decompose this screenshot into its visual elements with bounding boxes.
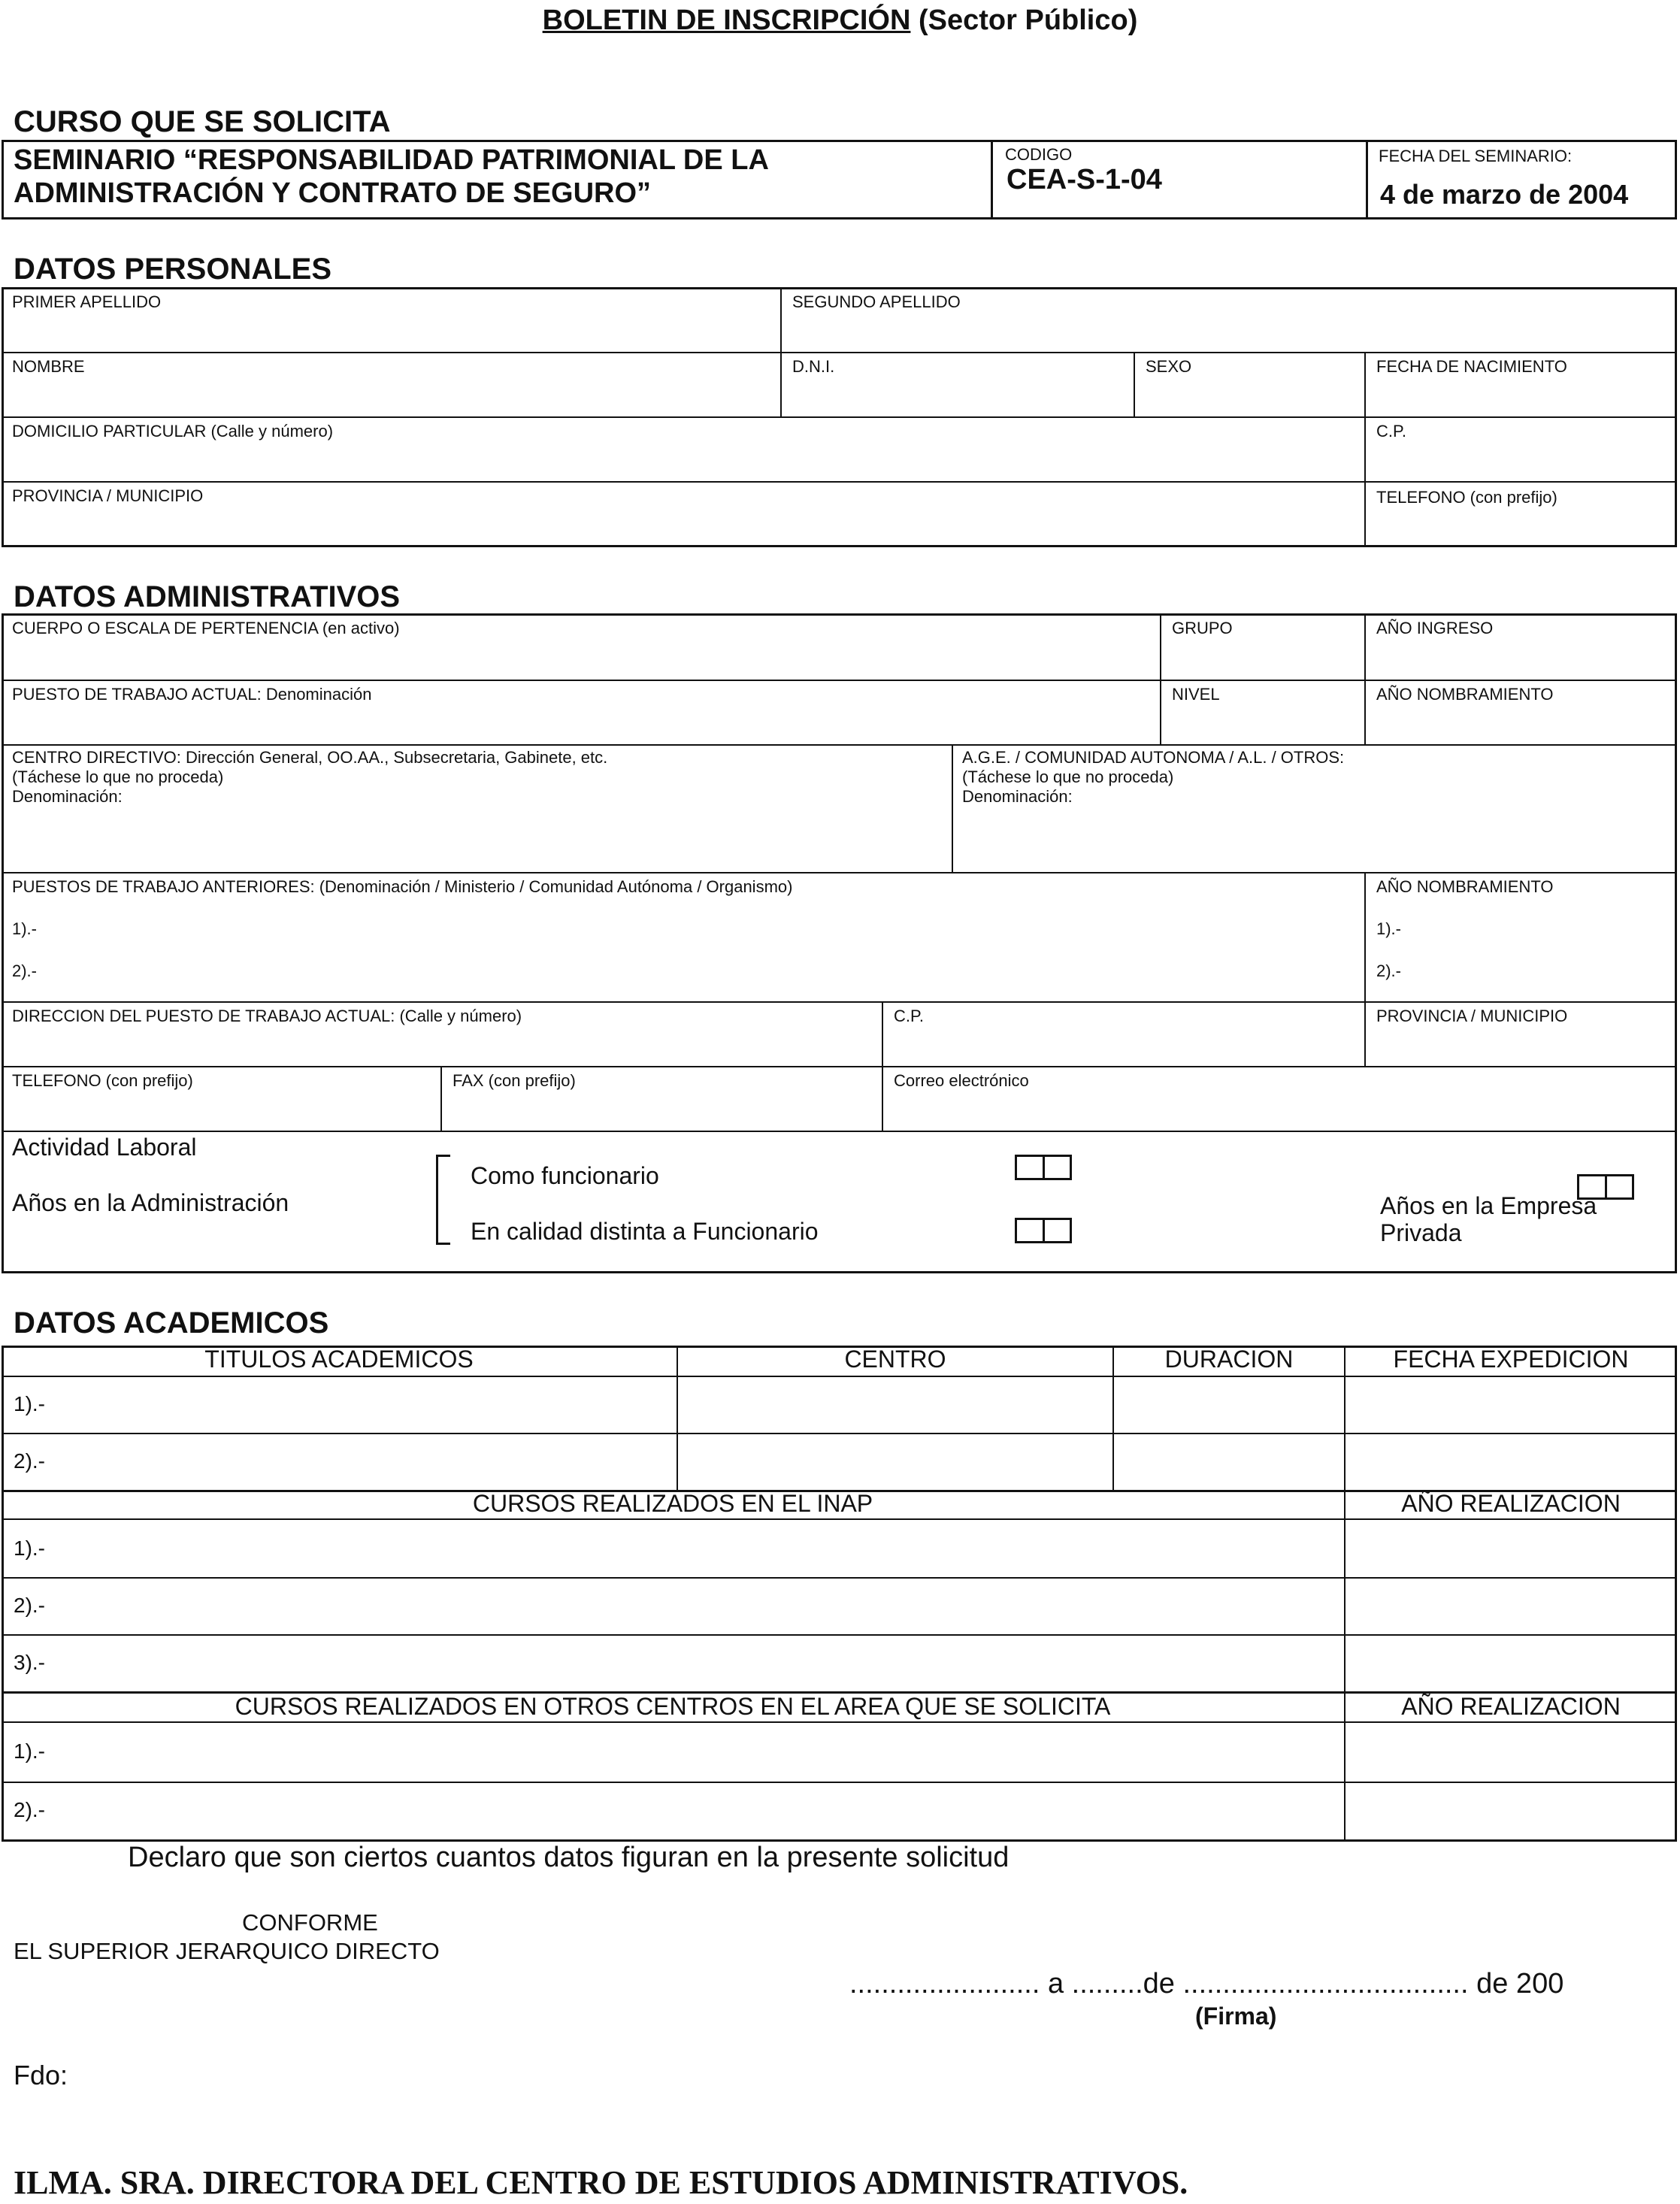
grupo-field[interactable] — [1161, 613, 1364, 680]
inap-ano-header: AÑO REALIZACION — [1401, 1490, 1621, 1517]
centro-directivo-note: (Táchese lo que no proceda) — [12, 767, 224, 786]
nombre-field[interactable] — [2, 352, 780, 416]
conforme-text: CONFORME — [242, 1909, 378, 1936]
correo-field[interactable] — [883, 1066, 1676, 1131]
vline — [1344, 1346, 1346, 1842]
age-label: A.G.E. / COMUNIDAD AUTONOMA / A.L. / OTROS: — [962, 748, 1345, 767]
hline — [2, 1577, 1677, 1579]
firma-label: (Firma) — [1195, 2003, 1277, 2030]
domicilio-field[interactable] — [2, 416, 1364, 481]
direccion-field[interactable] — [2, 1001, 882, 1066]
ano-ingreso-label: AÑO INGRESO — [1376, 619, 1494, 637]
titulos-row-2[interactable]: 2).- — [14, 1449, 45, 1473]
section-academicos-heading: DATOS ACADEMICOS — [14, 1306, 329, 1340]
hline — [2, 1634, 1677, 1636]
puestos-anteriores-item2: 2).- — [12, 961, 37, 980]
distinta-funcionario-label: En calidad distinta a Funcionario — [471, 1218, 819, 1245]
domicilio-label: DOMICILIO PARTICULAR (Calle y número) — [12, 422, 334, 440]
direccion-label: DIRECCION DEL PUESTO DE TRABAJO ACTUAL: (Calle y número) — [12, 1007, 522, 1025]
puestos-anteriores-field[interactable] — [2, 872, 1364, 1001]
anos-empresa-box[interactable] — [1577, 1174, 1634, 1200]
hline — [2, 1376, 1677, 1377]
hline — [2, 1433, 1677, 1434]
curso-box — [2, 140, 1677, 219]
form-title — [0, 5, 1680, 37]
anos-empresa-label-2: Privada — [1380, 1219, 1462, 1246]
divider — [991, 140, 993, 219]
col-titulos-header: TITULOS ACADEMICOS — [204, 1346, 474, 1373]
otros-ano-header: AÑO REALIZACION — [1401, 1693, 1621, 1720]
fax-field[interactable] — [442, 1066, 882, 1131]
como-funcionario-label: Como funcionario — [471, 1162, 659, 1189]
anos-empresa-label: Años en la Empresa — [1380, 1192, 1597, 1219]
provincia-trabajo-field[interactable] — [1366, 1001, 1676, 1066]
grupo-label: GRUPO — [1172, 619, 1233, 637]
cp-trabajo-field[interactable] — [883, 1001, 1364, 1066]
age-note: (Táchese lo que no proceda) — [962, 767, 1174, 786]
telefono-field[interactable] — [1366, 481, 1676, 547]
section-curso-heading: CURSO QUE SE SOLICITA — [14, 105, 391, 138]
cp-field[interactable] — [1366, 416, 1676, 481]
titulos-row-1[interactable]: 1).- — [14, 1392, 45, 1415]
provincia-trabajo-label: PROVINCIA / MUNICIPIO — [1376, 1007, 1568, 1025]
correo-label: Correo electrónico — [894, 1071, 1029, 1090]
sexo-label: SEXO — [1146, 357, 1192, 376]
superior-text: EL SUPERIOR JERARQUICO DIRECTO — [14, 1938, 440, 1964]
telefono-trabajo-field[interactable] — [2, 1066, 440, 1131]
fecha-seminario-cell — [1368, 140, 1676, 219]
puestos-anteriores-label: PUESTOS DE TRABAJO ANTERIORES: (Denominación / Ministerio / Comunidad Autónoma / Organismo) — [12, 877, 793, 896]
distinta-funcionario-years-box[interactable] — [1015, 1218, 1072, 1243]
fecha-nacimiento-field[interactable] — [1366, 352, 1676, 416]
nivel-field[interactable] — [1161, 680, 1364, 744]
ano-nombramiento-2-label: AÑO NOMBRAMIENTO — [1376, 877, 1554, 896]
seminario-line1: SEMINARIO “RESPONSABILIDAD PATRIMONIAL DE LA — [14, 144, 769, 176]
primer-apellido-field[interactable] — [2, 287, 780, 352]
ano-nombramiento-anteriores-field[interactable] — [1366, 872, 1676, 1001]
codigo-cell — [994, 140, 1363, 219]
puesto-actual-field[interactable] — [2, 680, 1159, 744]
form-title-main: BOLETIN DE INSCRIPCIÓN — [542, 5, 911, 36]
fecha-nacimiento-label: FECHA DE NACIMIENTO — [1376, 357, 1567, 376]
ano-nombramiento-item2: 2).- — [1376, 961, 1401, 980]
codigo-value: CEA-S-1-04 — [1006, 164, 1162, 195]
age-field[interactable] — [953, 744, 1676, 872]
puesto-actual-label: PUESTO DE TRABAJO ACTUAL: Denominación — [12, 685, 372, 704]
provincia-field[interactable] — [2, 481, 1364, 547]
ano-nombramiento-label: AÑO NOMBRAMIENTO — [1376, 685, 1554, 704]
academicos-box — [2, 1346, 1677, 1842]
bracket — [436, 1155, 450, 1245]
hline — [2, 1782, 1677, 1783]
col-fecha-header: FECHA EXPEDICION — [1393, 1346, 1629, 1373]
otros-row-1[interactable]: 1).- — [14, 1739, 45, 1763]
cp-label: C.P. — [1376, 422, 1406, 440]
fecha-seminario-value: 4 de marzo de 2004 — [1380, 179, 1629, 210]
telefono-label: TELEFONO (con prefijo) — [1376, 488, 1557, 507]
inap-row-3[interactable]: 3).- — [14, 1651, 45, 1674]
section-administrativos-heading: DATOS ADMINISTRATIVOS — [14, 580, 401, 613]
fecha-seminario-label: FECHA DEL SEMINARIO: — [1379, 147, 1573, 165]
col-centro-header: CENTRO — [844, 1346, 946, 1373]
puestos-anteriores-item1: 1).- — [12, 919, 37, 938]
sexo-field[interactable] — [1135, 352, 1364, 416]
inap-header: CURSOS REALIZADOS EN EL INAP — [472, 1490, 873, 1517]
otros-header: CURSOS REALIZADOS EN OTROS CENTROS EN EL AREA QUE SE SOLICITA — [235, 1693, 1111, 1720]
form-title-suffix: (Sector Público) — [910, 5, 1138, 36]
otros-row-2[interactable]: 2).- — [14, 1798, 45, 1821]
cp-trabajo-label: C.P. — [894, 1007, 924, 1025]
actividad-laboral-label: Actividad Laboral — [12, 1134, 197, 1161]
ano-nombramiento-field[interactable] — [1366, 680, 1676, 744]
nivel-label: NIVEL — [1172, 685, 1220, 704]
ano-ingreso-field[interactable] — [1366, 613, 1676, 680]
cuerpo-field[interactable] — [2, 613, 1159, 680]
segundo-apellido-field[interactable] — [782, 287, 1676, 352]
fdo-label: Fdo: — [14, 2060, 68, 2090]
hline — [2, 1518, 1677, 1520]
seminario-cell — [2, 140, 991, 219]
section-personales-heading: DATOS PERSONALES — [14, 253, 332, 286]
centro-directivo-label: CENTRO DIRECTIVO: Dirección General, OO.AA., Subsecretaria, Gabinete, etc. — [12, 748, 608, 767]
hline — [2, 1131, 1677, 1132]
inap-row-1[interactable]: 1).- — [14, 1536, 45, 1560]
seminario-line2: ADMINISTRACIÓN Y CONTRATO DE SEGURO” — [14, 177, 652, 209]
col-duracion-header: DURACION — [1164, 1346, 1294, 1373]
centro-directivo-denominacion: Denominación: — [12, 787, 123, 806]
provincia-label: PROVINCIA / MUNICIPIO — [12, 486, 204, 505]
fecha-firma-line[interactable]: ........................ a .........de .................................... de 200 — [849, 1968, 1564, 2000]
ano-nombramiento-item1: 1).- — [1376, 919, 1401, 938]
dni-field[interactable] — [782, 352, 1134, 416]
segundo-apellido-label: SEGUNDO APELLIDO — [792, 292, 961, 311]
como-funcionario-years-box[interactable] — [1015, 1155, 1072, 1180]
anos-administracion-label: Años en la Administración — [12, 1189, 289, 1216]
age-denominacion: Denominación: — [962, 787, 1073, 806]
centro-directivo-field[interactable] — [2, 744, 952, 872]
declaracion-text: Declaro que son ciertos cuantos datos figuran en la presente solicitud — [128, 1842, 1010, 1873]
fax-label: FAX (con prefijo) — [453, 1071, 576, 1090]
telefono-trabajo-label: TELEFONO (con prefijo) — [12, 1071, 193, 1090]
dni-label: D.N.I. — [792, 357, 835, 376]
codigo-label: CODIGO — [1005, 145, 1073, 164]
nombre-label: NOMBRE — [12, 357, 85, 376]
primer-apellido-label: PRIMER APELLIDO — [12, 292, 162, 311]
hline — [2, 1721, 1677, 1723]
inap-row-2[interactable]: 2).- — [14, 1594, 45, 1617]
cuerpo-label: CUERPO O ESCALA DE PERTENENCIA (en activo) — [12, 619, 400, 637]
destinatario-text: ILMA. SRA. DIRECTORA DEL CENTRO DE ESTUDIOS ADMINISTRATIVOS. — [14, 2164, 1188, 2201]
